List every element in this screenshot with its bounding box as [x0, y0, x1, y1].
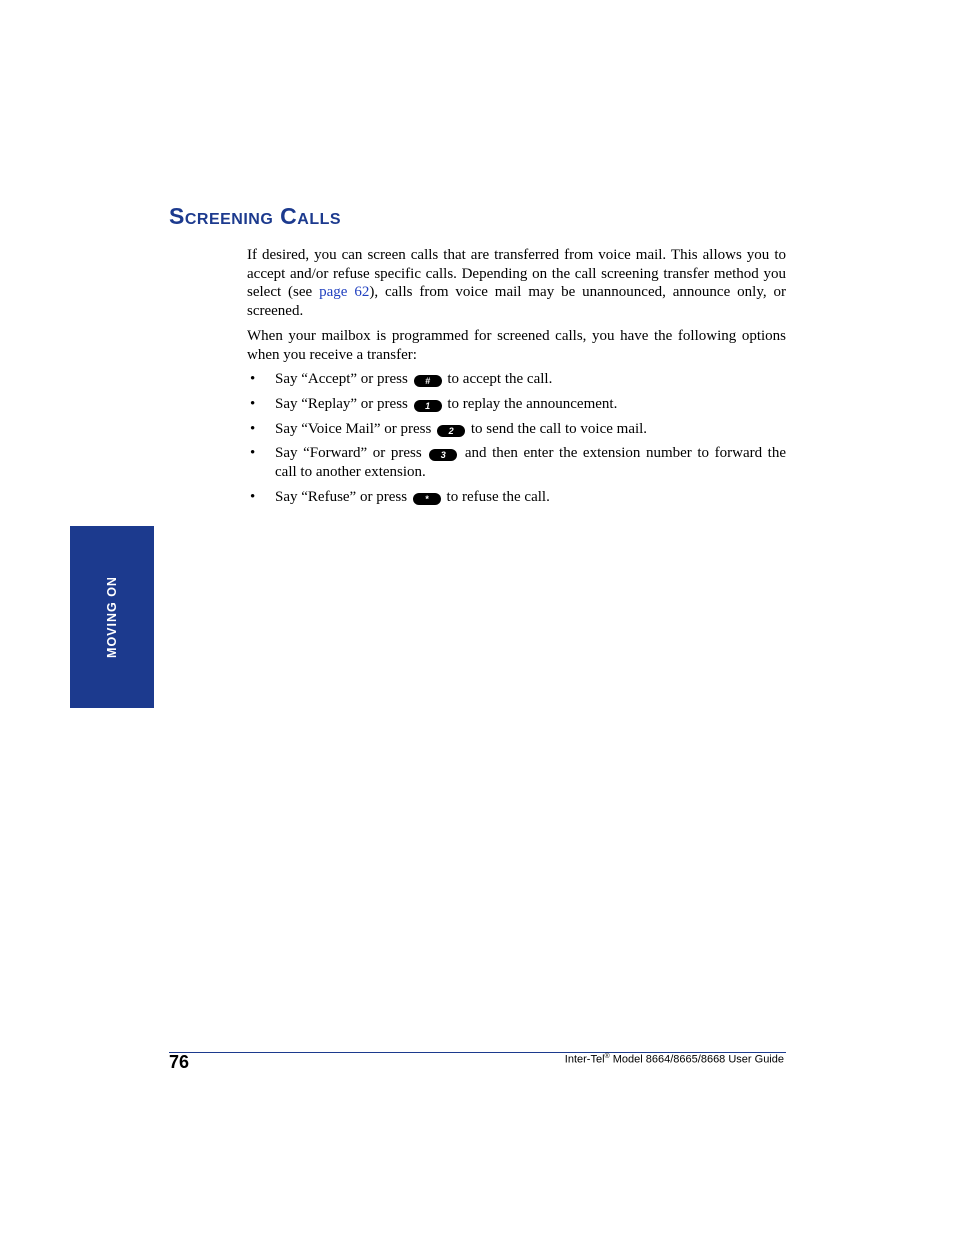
- chapter-side-tab: [70, 526, 154, 708]
- footer-brand: Inter-Tel: [564, 1053, 605, 1066]
- bullet-icon: •: [250, 395, 256, 412]
- options-intro-paragraph: When your mailbox is programmed for screened calls, you have the following options when you receive a transfer:: [247, 327, 786, 363]
- body-text: [247, 246, 786, 512]
- registered-mark: ®: [604, 1053, 610, 1060]
- footer-guide-title: [565, 1053, 784, 1066]
- bullet-icon: •: [250, 420, 256, 437]
- option-voice-mail: • Say “Voice Mail” or press 2 to send the call to voice mail.: [250, 420, 648, 437]
- options-list: [247, 370, 786, 506]
- option-replay: • Say “Replay” or press 1 to replay the announcement.: [250, 395, 618, 412]
- option-refuse: • Say “Refuse” or press * to refuse the call.: [250, 488, 550, 505]
- bullet-icon: •: [250, 371, 256, 388]
- section-title: Screening Calls: [169, 203, 342, 229]
- chapter-tab-label: MOVING ON: [105, 576, 119, 658]
- footer-model: Model 8664/8665/8668 User Guide: [609, 1053, 784, 1066]
- intro-text-start: If desired, you can screen calls that are transferred from voice mail. This allows you to accept and/or refuse specific calls. Depending on the call screening transfer method you select (see: [247, 247, 786, 301]
- bullet-icon: •: [250, 445, 256, 462]
- pound-key-icon: #: [414, 375, 442, 387]
- star-key-icon: *: [413, 493, 441, 505]
- key-3-icon: 3: [429, 449, 457, 461]
- option-forward: • Say “Forward” or press 3 and then enter the extension number to forward the call to another extension.: [250, 445, 786, 481]
- intro-paragraph: [247, 246, 786, 321]
- page-62-link[interactable]: page 62: [319, 284, 370, 301]
- key-2-icon: 2: [437, 425, 465, 437]
- page-number: 76: [169, 1052, 190, 1072]
- key-1-icon: 1: [414, 400, 442, 412]
- bullet-icon: •: [250, 488, 256, 505]
- intro-text-end: ), calls from voice mail may be unannounced, announce only, or screened.: [247, 284, 786, 320]
- option-accept: • Say “Accept” or press # to accept the call.: [250, 371, 553, 388]
